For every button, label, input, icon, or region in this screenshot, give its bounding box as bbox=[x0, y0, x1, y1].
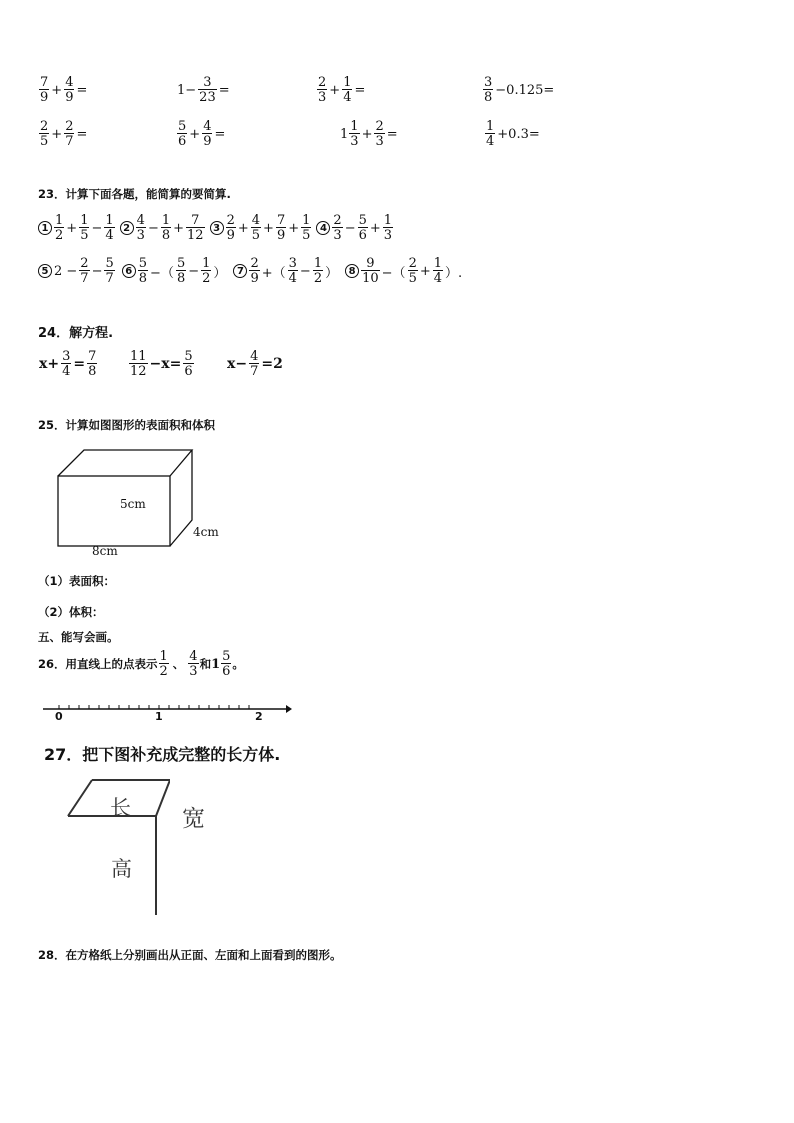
equation-2 bbox=[128, 350, 195, 378]
fraction: $\frac{2}{7}$ bbox=[80, 256, 89, 286]
problem-number-6: 6 bbox=[122, 264, 136, 278]
fraction: 5 6 bbox=[178, 119, 187, 149]
fraction: $\frac{5}{6}$ bbox=[358, 213, 367, 243]
q23-title: 23．计算下面各题，能简算的要简算. bbox=[38, 187, 231, 201]
operator: + bbox=[51, 82, 63, 98]
calc-row-2-item-3 bbox=[340, 120, 399, 148]
fraction: $\frac{4}{5}$ bbox=[251, 213, 261, 243]
calc-row-1-item-4 bbox=[482, 76, 555, 104]
operator: + bbox=[51, 126, 63, 142]
equals: = bbox=[214, 126, 226, 142]
calc-row-2-item-2 bbox=[176, 120, 226, 148]
fraction: 9 10 bbox=[362, 256, 379, 286]
fraction: $\frac{1}{4}$ bbox=[105, 213, 114, 243]
fraction: 11 12 bbox=[130, 349, 147, 379]
whole-number: 1 bbox=[340, 126, 349, 142]
length-label-zh: 长 bbox=[110, 796, 131, 820]
problem-number-8: 8 bbox=[345, 264, 359, 278]
fraction: $\frac{4}{9}$ bbox=[203, 119, 212, 149]
problem-number-7: 7 bbox=[233, 264, 247, 278]
problem-number-2: 2 bbox=[120, 221, 134, 235]
width-label-zh: 宽 bbox=[182, 806, 205, 832]
tick-label-2: 2 bbox=[255, 710, 263, 723]
height-label-zh: 高 bbox=[111, 857, 132, 881]
q24-title: 24．解方程. bbox=[38, 326, 114, 341]
fraction: $\frac{1}{5}$ bbox=[302, 213, 311, 243]
operator: 2 − bbox=[54, 263, 78, 279]
operator: − bbox=[147, 220, 159, 236]
fraction: $\frac{1}{4}$ bbox=[343, 75, 352, 105]
fraction: $\frac{7}{8}$ bbox=[88, 349, 97, 379]
operator: ） bbox=[213, 265, 227, 281]
whole-number: 1 bbox=[211, 656, 221, 672]
operator: 1− bbox=[177, 82, 197, 98]
operator: +0.3= bbox=[497, 126, 540, 142]
equation-1 bbox=[38, 350, 98, 378]
fraction: $\frac{2}{7}$ bbox=[65, 119, 74, 149]
q28-title: 28．在方格纸上分别画出从正面、左面和上面看到的图形。 bbox=[38, 948, 342, 962]
volume-prompt: （2）体积： bbox=[38, 605, 104, 619]
section-heading: 五、能写会画。 bbox=[38, 630, 119, 644]
q23-line-1 bbox=[38, 214, 394, 242]
fraction: $\frac{1}{2}$ bbox=[313, 256, 323, 286]
height-label: 5cm bbox=[120, 497, 146, 511]
tick-label-1: 1 bbox=[155, 710, 163, 723]
equals: = bbox=[76, 82, 88, 98]
equals: =2 bbox=[261, 356, 283, 372]
fraction: $\frac{5}{7}$ bbox=[105, 256, 114, 286]
calc-row-2 bbox=[38, 120, 88, 148]
tick-label-0: 0 bbox=[55, 710, 63, 723]
fraction: 2 3 bbox=[318, 75, 327, 105]
operator: −0.125= bbox=[495, 82, 555, 98]
fraction: 2 9 bbox=[250, 256, 259, 286]
fraction: 1 2 bbox=[55, 213, 64, 243]
separator: 、 bbox=[172, 657, 185, 671]
length-label: 8cm bbox=[92, 544, 118, 558]
operator: ） bbox=[325, 265, 339, 281]
conjunction: 和 bbox=[199, 657, 212, 671]
operator: − bbox=[91, 263, 103, 279]
surface-area-prompt: （1）表面积： bbox=[38, 574, 116, 588]
equals: = bbox=[218, 82, 230, 98]
fraction: 1 3 bbox=[350, 119, 359, 149]
equation-3 bbox=[226, 350, 284, 378]
period: 。 bbox=[232, 657, 244, 671]
operator: −（ bbox=[150, 265, 174, 281]
fraction: 4 3 bbox=[189, 649, 198, 679]
variable: x− bbox=[227, 356, 248, 372]
fraction: $\frac{2}{3}$ bbox=[375, 119, 384, 149]
fraction: $\frac{5}{6}$ bbox=[184, 349, 193, 379]
q27-title: 27．把下图补充成完整的长方体. bbox=[44, 745, 281, 764]
fraction: $\frac{3}{4}$ bbox=[62, 349, 71, 379]
fraction: 2 9 bbox=[226, 213, 235, 243]
fraction: $\frac{4}{7}$ bbox=[250, 349, 259, 379]
q25-title: 25．计算如图图形的表面积和体积 bbox=[38, 418, 216, 432]
fraction: $\frac{1}{8}$ bbox=[161, 213, 171, 243]
operator: + bbox=[329, 82, 341, 98]
fraction: 1 2 bbox=[159, 649, 168, 679]
calc-row-2-item-4 bbox=[484, 120, 541, 148]
fraction: $\frac{7}{12}$ bbox=[187, 213, 204, 243]
equals: = bbox=[76, 126, 88, 142]
equals: = bbox=[73, 356, 86, 372]
equals: = bbox=[386, 126, 398, 142]
q26-prompt bbox=[38, 650, 244, 678]
operator: ）. bbox=[445, 265, 463, 281]
operator: +（ bbox=[261, 265, 286, 281]
q23-line-2 bbox=[38, 257, 463, 285]
operator: + bbox=[288, 220, 300, 236]
fraction: $\frac{1}{2}$ bbox=[202, 256, 211, 286]
fraction: $\frac{7}{9}$ bbox=[276, 213, 286, 243]
operator: + bbox=[361, 126, 373, 142]
fraction: 5 8 bbox=[176, 256, 186, 286]
fraction: $\frac{1}{5}$ bbox=[80, 213, 89, 243]
problem-number-4: 4 bbox=[316, 221, 330, 235]
operator: + bbox=[173, 220, 185, 236]
operator: + bbox=[369, 220, 381, 236]
operator: + bbox=[263, 220, 274, 236]
width-label: 4cm bbox=[193, 525, 219, 539]
fraction: 5 8 bbox=[138, 256, 148, 286]
fraction: $\frac{1}{4}$ bbox=[433, 256, 443, 286]
problem-number-3: 3 bbox=[210, 221, 224, 235]
fraction: 4 3 bbox=[136, 213, 145, 243]
problem-number-1: 1 bbox=[38, 221, 52, 235]
fraction: 3 4 bbox=[288, 256, 297, 286]
problem-number-5: 5 bbox=[38, 264, 52, 278]
operator: − bbox=[91, 220, 103, 236]
operator: −x= bbox=[149, 356, 182, 372]
fraction: 1 4 bbox=[486, 119, 495, 149]
equals: = bbox=[354, 82, 366, 98]
fraction: 2 5 bbox=[408, 256, 417, 286]
operator: −（ bbox=[381, 265, 406, 281]
operator: − bbox=[299, 263, 311, 279]
operator: − bbox=[188, 263, 200, 279]
variable: x+ bbox=[39, 356, 60, 372]
fraction: 3 8 bbox=[484, 75, 493, 105]
calc-row-1-item-3 bbox=[316, 76, 366, 104]
operator: + bbox=[237, 220, 249, 236]
operator: − bbox=[344, 220, 356, 236]
fraction: $\frac{1}{3}$ bbox=[383, 213, 393, 243]
operator: + bbox=[189, 126, 201, 142]
fraction: 7 9 bbox=[40, 75, 49, 105]
fraction: $\frac{4}{9}$ bbox=[65, 75, 74, 105]
fraction: 2 3 bbox=[333, 213, 342, 243]
fraction: 2 5 bbox=[40, 119, 49, 149]
fraction: $\frac{3}{23}$ bbox=[199, 75, 216, 105]
operator: + bbox=[419, 263, 431, 279]
operator: + bbox=[66, 220, 78, 236]
calc-row-1 bbox=[38, 76, 88, 104]
q26-lead-text: 26．用直线上的点表示 bbox=[38, 657, 158, 671]
fraction: 5 6 bbox=[222, 649, 231, 679]
calc-row-1-item-2 bbox=[176, 76, 231, 104]
